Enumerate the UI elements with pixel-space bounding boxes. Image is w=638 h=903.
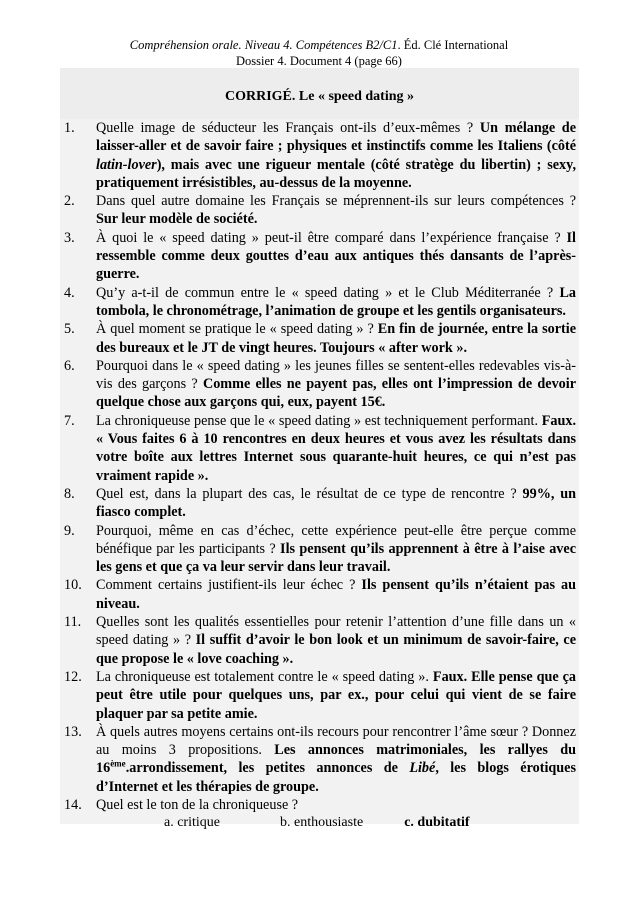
question-text: Quel est le ton de la chroniqueuse ? (96, 796, 299, 813)
answer-text: La tombola, le chronométrage, l’animation de groupe et les gentils organisateurs. (96, 284, 576, 319)
answer-italic: latin-lover (96, 156, 157, 173)
item-text (96, 576, 576, 613)
item-number: 5. (64, 321, 75, 338)
answer-text: .arrondissement, les petites annonces de (125, 760, 410, 777)
list-item (64, 576, 576, 613)
item-number: 6. (64, 357, 75, 374)
item-text (96, 613, 576, 668)
item-text (96, 229, 576, 284)
question-text: À quels autres moyens certains ont-ils recours pour rencontrer l’âme sœur ? Donnez au moins 3 propositions. (96, 723, 576, 759)
option-3: c. dubitatif (404, 815, 470, 831)
answer-text: Faux. Elle pense que ça peut être utile pour quelques uns, par ex., pour celui qui vient de se faire plaquer par sa petite amie. (96, 668, 576, 722)
list-item (64, 357, 576, 412)
item-text (96, 522, 576, 577)
list-item (64, 668, 576, 723)
item-number: 9. (64, 522, 75, 539)
item-text (96, 485, 576, 522)
item-number: 4. (64, 284, 75, 301)
answer-italic: Libé (409, 760, 436, 777)
item-text (96, 412, 576, 485)
item-number: 10. (64, 577, 82, 594)
list-item (64, 613, 576, 668)
answer-text: Il ressemble comme deux gouttes d’eau aux antiques thés dansants de l’après-guerre. (96, 229, 576, 283)
item-number: 7. (64, 412, 75, 429)
item-number: 12. (64, 668, 82, 685)
item-number: 14. (64, 796, 82, 813)
question-text: À quel moment se pratique le « speed dating » ? (96, 321, 378, 338)
option-1: a. critique (164, 815, 220, 831)
item-number: 11. (64, 614, 82, 631)
list-item (64, 796, 576, 814)
answer-text: Comme elles ne payent pas, elles ont l’impression de devoir quelque chose aux garçons qui, eux, payent 15€. (96, 376, 577, 411)
question-text: Qu’y a-t-il de commun entre le « speed dating » et le Club Méditerranée ? (96, 284, 560, 301)
option-2: b. enthousiaste (279, 815, 364, 831)
list-item (64, 284, 576, 321)
answer-text: Il suffit d’avoir le bon look et un minimum de savoir-faire, ce que propose le « love coaching ». (96, 632, 576, 667)
answer-text: Sur leur modèle de société. (96, 211, 258, 228)
list-item (64, 119, 576, 192)
list-item (64, 412, 576, 485)
answer-text: En fin de journée, entre la sortie des bureaux et le JT de vingt heures. Toujours « after work ». (96, 321, 576, 356)
answer-text: Les annonces matrimoniales, les rallyes du 16 (96, 742, 576, 777)
list-item (64, 485, 576, 522)
question-text: À quoi le « speed dating » peut-il être comparé dans l’expérience française ? (96, 229, 567, 246)
title-bold: CORRIGÉ (224, 89, 292, 104)
item-text (96, 119, 576, 192)
answer-text: Ils pensent qu’ils apprennent à être à l’aise avec les gens et que ça va leur servir dans leur travail. (96, 540, 576, 576)
answer-options (64, 814, 576, 832)
answer-superscript: ème (110, 758, 126, 769)
document-header (0, 37, 638, 69)
item-number: 13. (64, 723, 82, 740)
list-item (64, 320, 576, 357)
question-text: Dans quel autre domaine les Français se méprennent-ils sur leurs compétences ? (96, 193, 576, 210)
answer-text: Faux. « Vous faites 6 à 10 rencontres en deux heures et vous avez les résultats dans votre boîte aux lettres Internet sous quarante-huit heures, ce qui n’est pas vraiment rapide ». (96, 412, 576, 484)
question-text: Pourquoi, même en cas d’échec, cette expérience peut-elle être perçue comme bénéfique par les participants ? (96, 522, 576, 557)
question-text: La chroniqueuse pense que le « speed dating » est techniquement performant. (96, 412, 542, 429)
list-item (64, 229, 576, 284)
answer-text: 99%, un fiasco complet. (96, 485, 576, 521)
list-item (64, 723, 576, 796)
title-rest: . Le « speed dating » (291, 89, 415, 104)
header-line-1 (0, 37, 638, 53)
question-text: Pourquoi dans le « speed dating » les jeunes filles se sentent-elles redevables vis-à-vis des garçons ? (96, 357, 576, 393)
item-text (96, 192, 576, 229)
item-number: 8. (64, 485, 75, 502)
answer-text: , les blogs érotiques d’Internet et les thérapies de groupe. (96, 760, 576, 795)
item-number: 3. (64, 229, 75, 246)
question-text: Quelle image de séducteur les Français ont-ils d’eux-mêmes ? (96, 120, 480, 136)
item-number: 2. (64, 193, 75, 210)
question-list (64, 119, 576, 832)
item-text (96, 796, 576, 814)
question-text: La chroniqueuse est totalement contre le « speed dating ». (96, 668, 433, 685)
header-line-2: Dossier 4. Document 4 (page 66) (236, 54, 402, 68)
item-text (96, 284, 576, 321)
header-course: Compréhension orale. Niveau 4. Compétences B2/C1 (129, 38, 398, 52)
item-text (96, 723, 576, 796)
answer-text: Un mélange de laisser-aller et de savoir faire ; physiques et instinctifs comme les Italiens (côté (96, 120, 576, 155)
item-number: 1. (64, 120, 75, 136)
answer-text: Ils pensent qu’ils n’étaient pas au niveau. (96, 577, 577, 612)
item-text (96, 320, 576, 357)
question-text: Comment certains justifient-ils leur échec ? (96, 577, 362, 594)
list-item (64, 522, 576, 577)
item-text (96, 668, 576, 723)
answer-text: ), mais avec une rigueur mentale (côté stratège du libertin) ; sexy, pratiquement irrésistibles, au-dessus de la moyenne. (96, 156, 576, 191)
page-title (60, 88, 579, 106)
list-item (64, 192, 576, 229)
question-text: Quelles sont les qualités essentielles pour retenir l’attention d’une fille dans un « speed dating » ? (96, 614, 576, 649)
item-text (96, 357, 576, 412)
header-publisher: . Éd. Clé International (397, 38, 509, 52)
question-text: Quel est, dans la plupart des cas, le résultat de ce type de rencontre ? (96, 485, 523, 502)
